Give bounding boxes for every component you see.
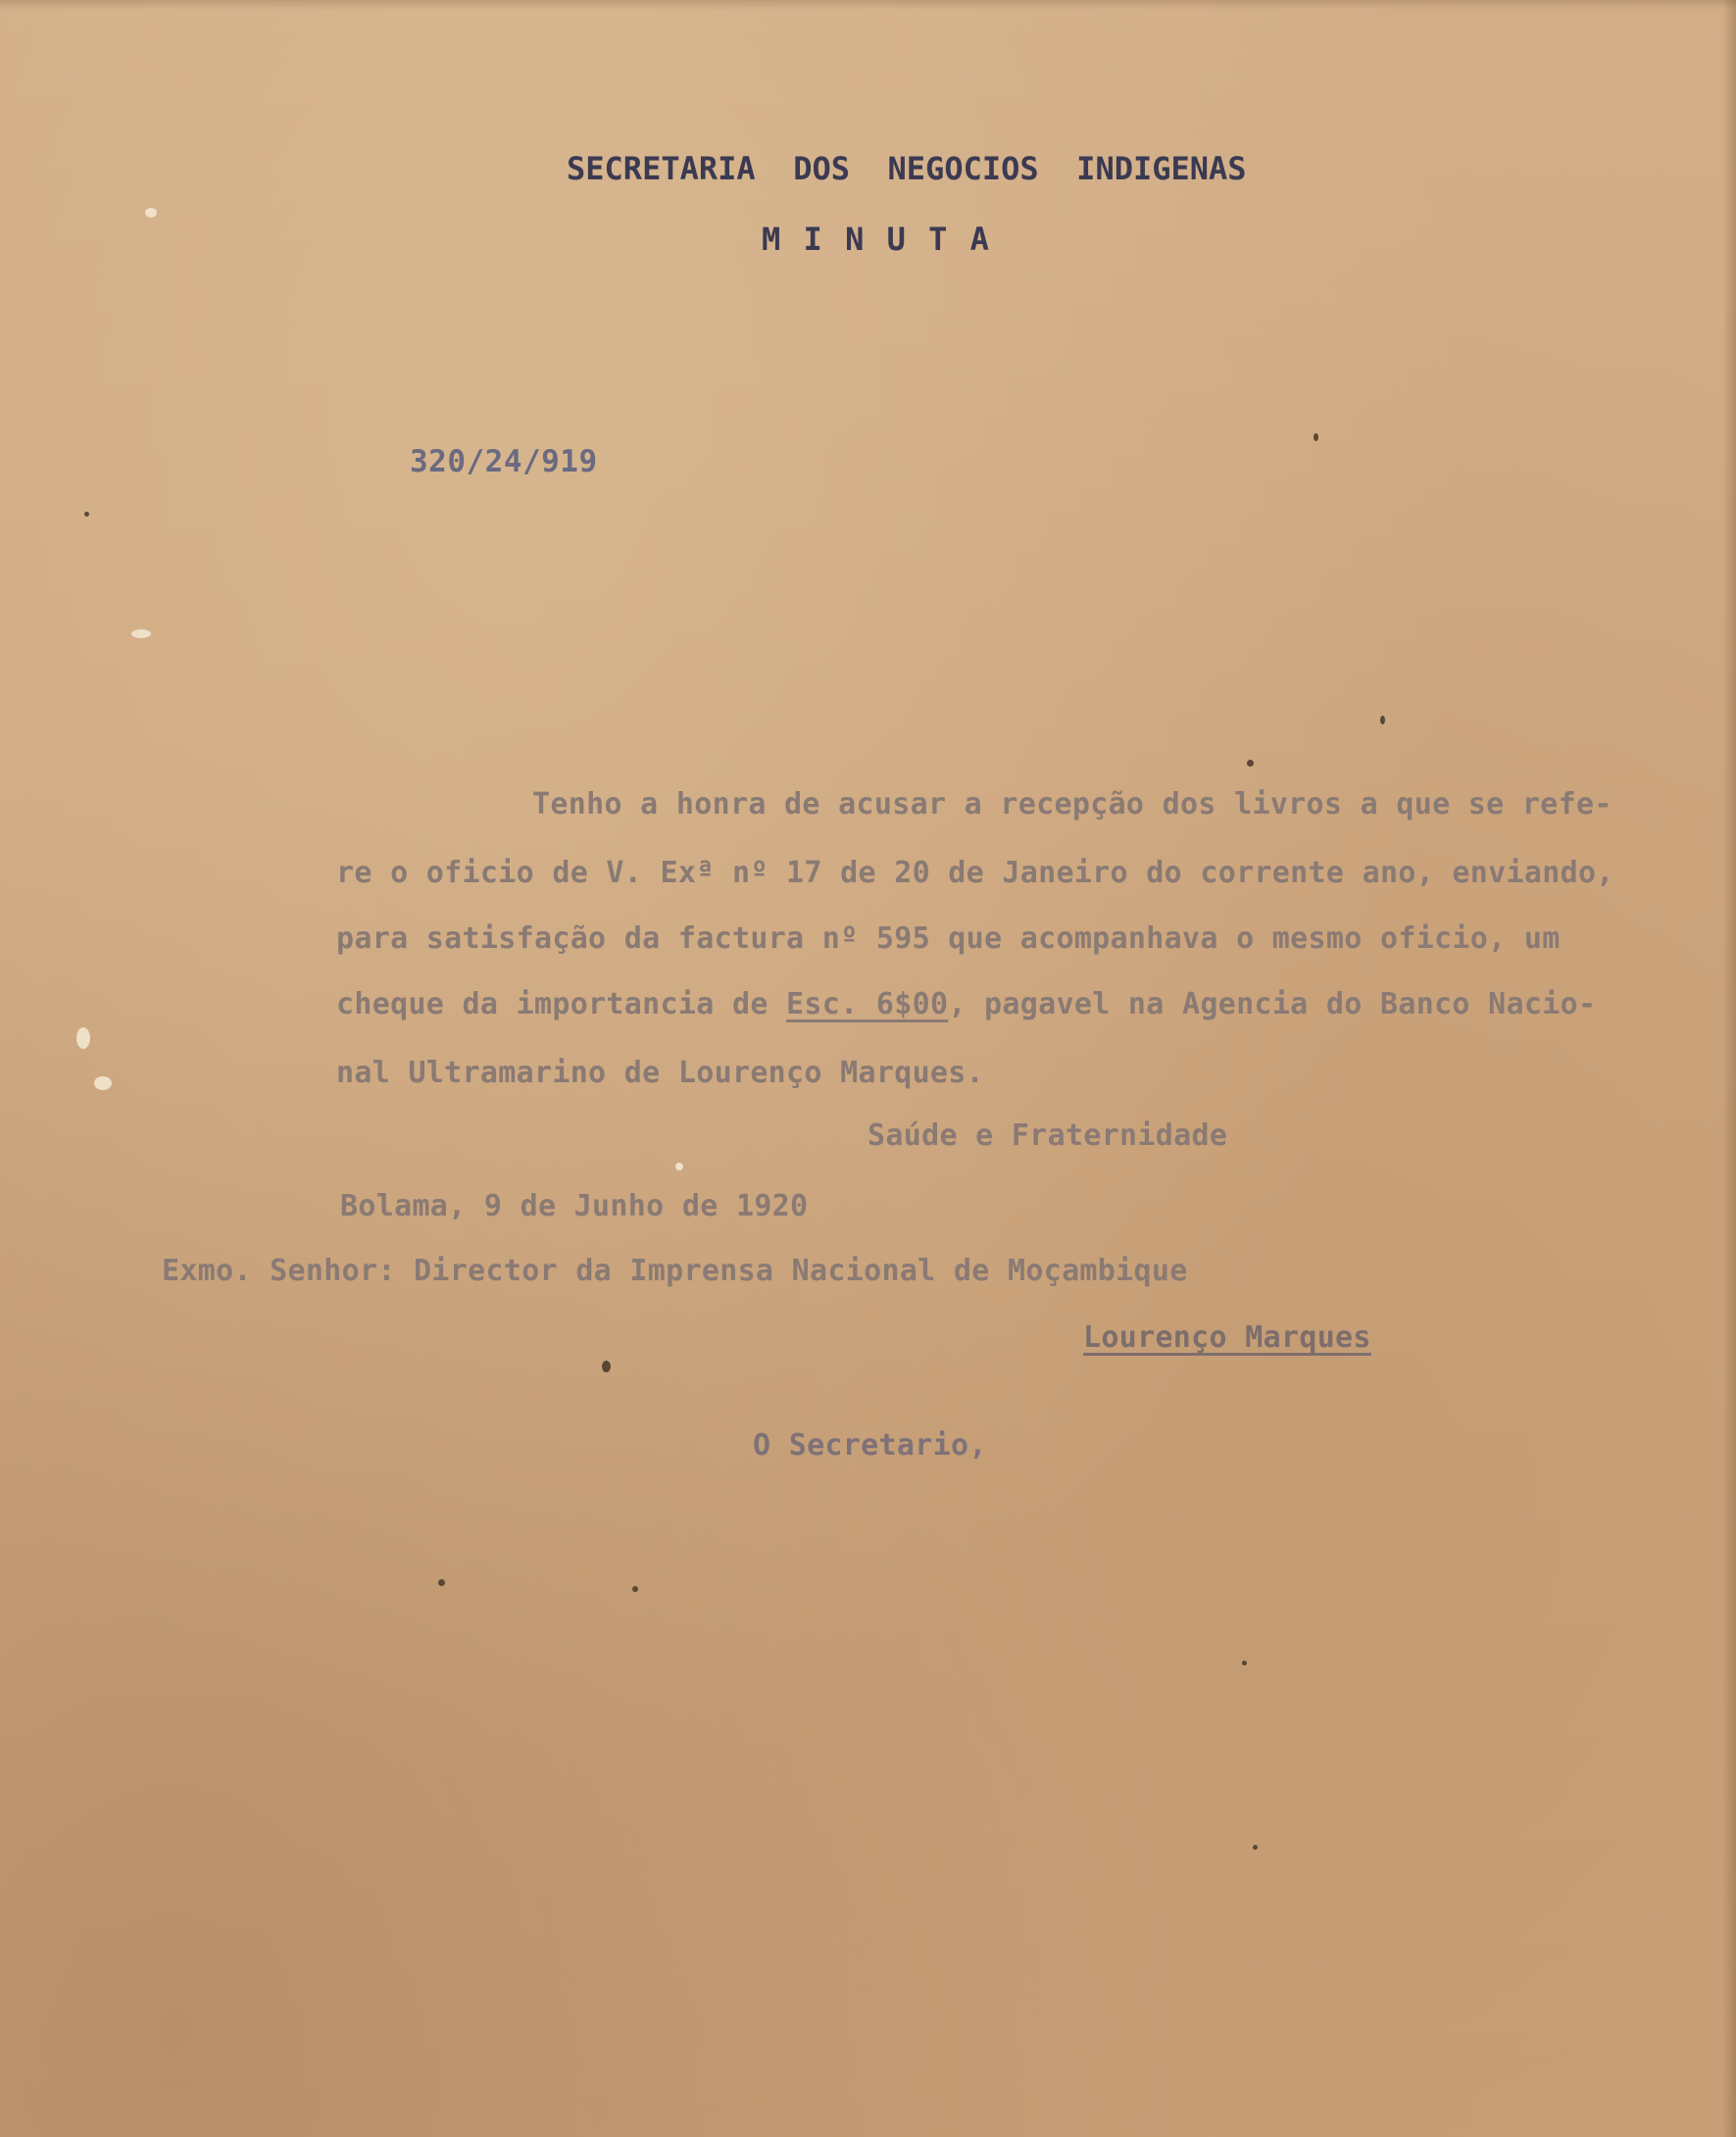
addressee-city: Lourenço Marques [1083, 1320, 1371, 1355]
paper-speck [1253, 1845, 1258, 1850]
amount-line-before: cheque da importancia de [336, 987, 787, 1021]
paper-edge-right [1722, 0, 1736, 2137]
paper-edge-top [0, 0, 1736, 10]
paper-speck [76, 1027, 90, 1049]
department-heading: SECRETARIA DOS NEGOCIOS INDIGENAS [567, 150, 1247, 187]
paper-speck [1314, 433, 1318, 441]
paper-speck [675, 1163, 683, 1170]
paper-speck [438, 1579, 445, 1586]
cheque-amount: Esc. 6$00 [786, 987, 949, 1021]
body-line-2: re o oficio de V. Exª nº 17 de 20 de Janeiro do corrente ano, enviando, [336, 856, 1614, 890]
place-and-date: Bolama, 9 de Junho de 1920 [340, 1189, 809, 1223]
body-line-1: Tenho a honra de acusar a recepção dos livros a que se refe- [532, 787, 1612, 821]
paper-speck [632, 1586, 638, 1592]
paper-speck [602, 1361, 611, 1372]
salutation: Saúde e Fraternidade [868, 1118, 1228, 1153]
paper-speck [1247, 760, 1254, 767]
signature-line: O Secretario, [753, 1428, 987, 1463]
body-line-4 [336, 987, 1597, 1021]
paper-speck [1242, 1661, 1247, 1665]
paper-speck [1380, 716, 1385, 724]
paper-speck [94, 1076, 112, 1090]
paper-speck [131, 629, 151, 638]
body-line-3: para satisfação da factura nº 595 que acompanhava o mesmo oficio, um [336, 921, 1561, 956]
addressee: Exmo. Senhor: Director da Imprensa Nacional de Moçambique [162, 1254, 1188, 1288]
paper-speck [145, 208, 157, 218]
document-type-heading: M I N U T A [762, 221, 991, 258]
paper-speck [84, 512, 89, 517]
body-line-5: nal Ultramarino de Lourenço Marques. [336, 1056, 985, 1090]
amount-line-after: , pagavel na Agencia do Banco Nacio- [948, 987, 1597, 1021]
reference-number: 320/24/919 [410, 444, 598, 479]
